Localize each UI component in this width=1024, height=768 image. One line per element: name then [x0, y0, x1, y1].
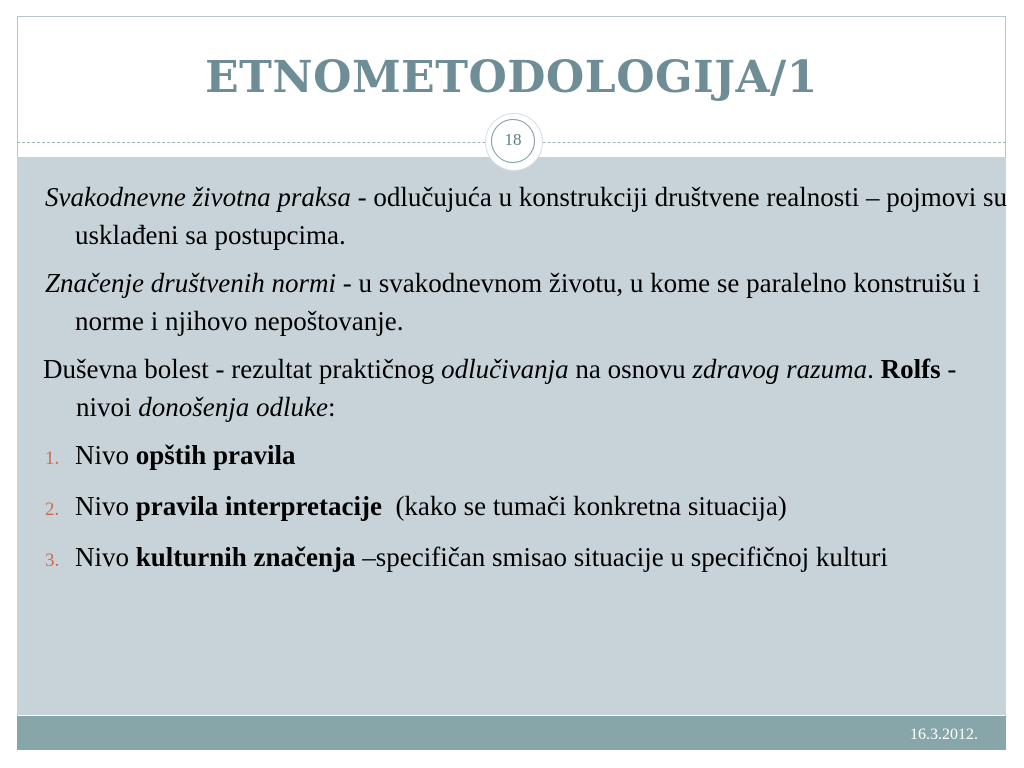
list-number: 3.: [45, 550, 60, 571]
list-item: [45, 436, 1015, 478]
paragraph-text: - odlučujuća u konstrukciji društvene realnosti – pojmovi su usklađeni sa postupcima.: [75, 182, 1008, 250]
paragraph-text: Duševna bolest - rezultat praktičnog: [43, 354, 442, 384]
term: Značenje društvenih normi: [45, 268, 336, 298]
paragraph-mental-illness: [45, 350, 1015, 426]
paragraph-social-norms: [45, 264, 1015, 340]
italic-text: odlučivanja: [441, 354, 569, 384]
list-number: 1.: [45, 448, 60, 469]
page-number: 18: [491, 119, 535, 163]
italic-text: donošenja odluke: [138, 392, 328, 422]
italic-text: zdravog razuma: [692, 354, 868, 384]
list-text: Nivo: [75, 491, 136, 521]
term: Svakodnevne životna praksa: [45, 182, 351, 212]
paragraph-text: na osnovu: [568, 354, 693, 384]
footer-bar: [17, 716, 1006, 750]
list-bold-text: kulturnih značenja: [135, 542, 356, 572]
list-text: Nivo: [75, 542, 136, 572]
paragraph-text: - u svakodnevnom životu, u kome se paralelno konstruišu i norme i njihovo nepoštovanje.: [75, 268, 981, 336]
list-number: 2.: [45, 499, 60, 520]
slide-title: ETNOMETODOLOGIJA/1: [205, 52, 818, 103]
list-text: –specifičan smisao situacije u specifičnoj kulturi: [355, 542, 888, 572]
paragraph-text: :: [327, 392, 336, 422]
list-text: Nivo: [75, 440, 136, 470]
paragraph-everyday-practice: [45, 178, 1015, 254]
list-bold-text: pravila interpretacije: [135, 491, 382, 521]
paragraph-text: - nivoi: [76, 354, 957, 422]
list-text: (kako se tumači konkretna situacija): [381, 491, 787, 521]
list-item: [45, 487, 1015, 529]
list-item: [45, 538, 1015, 580]
slide-date: 16.3.2012.: [910, 726, 978, 743]
paragraph-text: .: [867, 354, 881, 384]
page-number-badge: [486, 114, 542, 170]
bold-text: Rolfs: [880, 354, 941, 384]
slide-content: [45, 178, 1015, 589]
list-bold-text: opštih pravila: [135, 440, 296, 470]
